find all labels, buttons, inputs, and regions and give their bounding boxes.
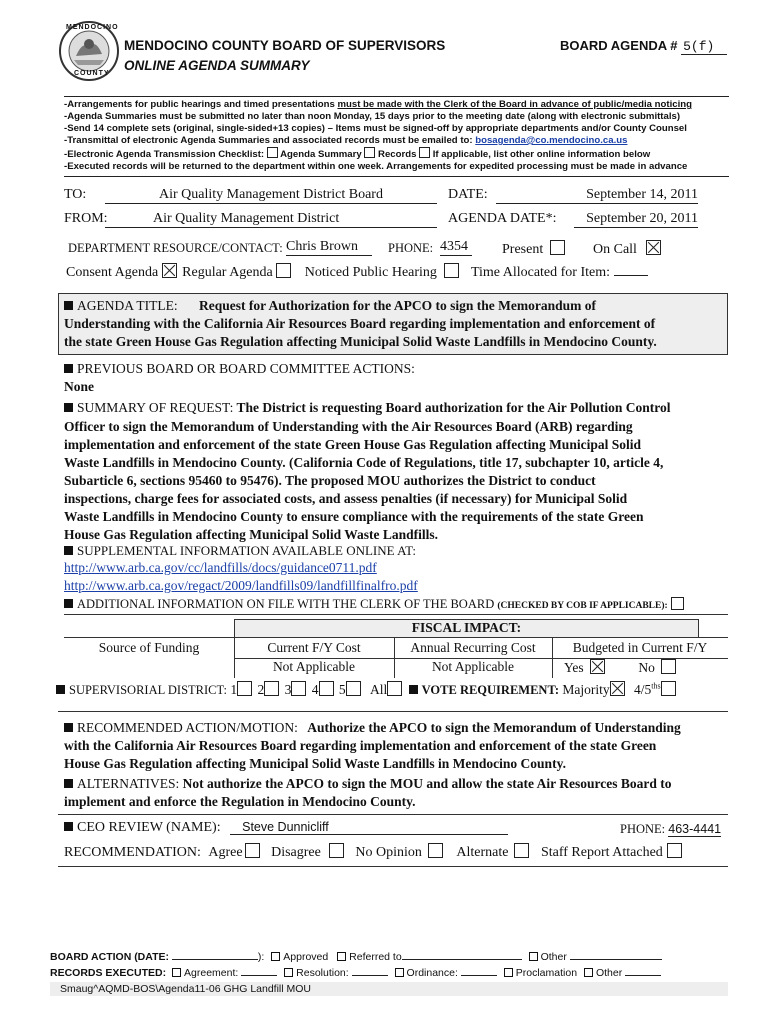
fiscal-header-annual: Annual Recurring Cost: [410, 640, 536, 655]
fourfifths-label: 4/5: [634, 682, 652, 697]
summary-text-5: Subarticle 6, sections 95460 to 95476). The proposed MOU authorizes the District to conduct: [64, 473, 596, 488]
supervisorial-row: [56, 681, 676, 698]
rec-staffreport-label: Staff Report Attached: [540, 845, 663, 860]
recommended-text-1: Authorize the APCO to sign the Memorandum of Understanding: [307, 720, 681, 735]
seal-text-bottom: COUNTY: [74, 70, 110, 77]
instruction-line-6: -Executed records will be returned to the department within one week. Arrangements for expedited processing must be made in advance: [64, 161, 688, 172]
summary-body: [64, 418, 663, 544]
board-action-tail: ):: [257, 951, 265, 963]
district-5-label: 5: [338, 682, 346, 697]
org-title: MENDOCINO COUNTY BOARD OF SUPERVISORS: [124, 38, 446, 53]
budgeted-yes-label: Yes: [564, 660, 584, 675]
district-5-checkbox[interactable]: [346, 681, 361, 696]
ceo-name[interactable]: Steve Dunnicliff: [230, 820, 508, 835]
district-all-label: All: [370, 682, 388, 697]
supplemental-heading: [64, 543, 416, 559]
approved-label: Approved: [283, 951, 329, 963]
resolution-field[interactable]: [352, 975, 388, 976]
agenda-title-line2: Understanding with the California Air Resources Board regarding implementation and enforcement of: [64, 316, 656, 331]
district-4-checkbox[interactable]: [319, 681, 334, 696]
additional-note: (CHECKED BY COB IF APPLICABLE):: [497, 601, 668, 611]
rec-noopinion-checkbox[interactable]: [428, 843, 443, 858]
agenda-title-line3: the state Green House Gas Regulation affecting Municipal Solid Waste Landfills in Mendocino County.: [64, 334, 657, 349]
oncall-option: [593, 240, 661, 258]
recommended-bullet-icon: [64, 723, 73, 732]
ceo-phone-value[interactable]: 463-4441: [668, 822, 722, 836]
date-value[interactable]: September 14, 2011: [496, 187, 698, 204]
additional-checkbox[interactable]: [671, 597, 684, 610]
fiscal-header-current: Current F/Y Cost: [267, 640, 361, 655]
district-2-label: 2: [257, 682, 265, 697]
fiscal-current-value: Not Applicable: [272, 659, 356, 674]
agreement-label: Agreement:: [184, 967, 239, 979]
rec-disagree-checkbox[interactable]: [329, 843, 344, 858]
agenda-number-value: 5(f): [681, 39, 727, 55]
summary-text-1: The District is requesting Board authorization for the Air Pollution Control: [236, 400, 671, 415]
other2-label: Other: [595, 967, 623, 979]
recommended-text-3: House Gas Regulation affecting Municipal Solid Waste Landfills in Mendocino County.: [64, 756, 566, 771]
ceo-bullet-icon: [64, 822, 73, 831]
fiscal-header-source: Source of Funding: [98, 640, 200, 655]
board-action-date-field[interactable]: [172, 959, 258, 960]
instruction-line-3: -Send 14 complete sets (original, single-sided+13 copies) – Items must be signed-off by appropriate departments and/or County Counsel: [64, 123, 687, 134]
contact-label: DEPARTMENT RESOURCE/CONTACT:: [68, 241, 283, 255]
ceo-divider: [58, 866, 728, 867]
instruction-line-2: -Agenda Summaries must be submitted no later than noon Monday, 15 days prior to the meeting date (along with electronic submittals): [64, 111, 681, 122]
ceo-phone-label: PHONE:: [620, 822, 666, 836]
recommended-label: RECOMMENDED ACTION/MOTION:: [77, 720, 298, 735]
district-all-checkbox[interactable]: [387, 681, 402, 696]
district-1-label: 1: [230, 682, 238, 697]
instruction-line-4: -Transmittal of electronic Agenda Summaries and associated records must be emailed to: bosagenda@co.mendocino.ca.us: [64, 135, 628, 146]
summary-text-2: Officer to sign the Memorandum of Understanding with the Air Resources Board (ARB) regarding: [64, 419, 633, 434]
fiscal-budgeted-options: [564, 659, 676, 676]
summary-line-1: [64, 400, 671, 416]
present-option: [502, 240, 565, 258]
supplemental-bullet-icon: [64, 546, 73, 555]
instruction-line-1: -Arrangements for public hearings and timed presentations must be made with the Clerk of the Board in advance of public/media noticing: [64, 99, 692, 110]
email-link[interactable]: bosagenda@co.mendocino.ca.us: [475, 135, 628, 146]
agreement-checkbox[interactable]: [172, 968, 181, 977]
recommended-divider: [58, 711, 728, 712]
agenda-number-text: BOARD AGENDA #: [560, 38, 678, 53]
instruction-underlined: must be made with the Clerk of the Board in advance of public/media noticing: [337, 99, 692, 110]
agenda-date-label: AGENDA DATE*:: [448, 211, 557, 226]
fiscal-header-budgeted: Budgeted in Current F/Y: [572, 640, 708, 655]
previous-actions-value: None: [64, 379, 94, 394]
board-action-row: [50, 951, 662, 963]
to-value[interactable]: Air Quality Management District Board: [105, 187, 437, 204]
other-field[interactable]: [570, 959, 662, 960]
budgeted-yes-checkbox[interactable]: [590, 659, 605, 674]
consent-checkbox[interactable]: [162, 263, 177, 278]
file-path: Smaug^AQMD-BOS\Agenda11-06 GHG Landfill MOU: [60, 983, 312, 995]
summary-text-4: Waste Landfills in Mendocino County. (California Code of Regulations, title 17, subchapter 10, article 4,: [64, 455, 664, 470]
vote-bullet-icon: [409, 685, 418, 694]
records-label: RECORDS EXECUTED:: [50, 967, 167, 979]
summary-bullet-icon: [64, 403, 73, 412]
referred-field[interactable]: [402, 959, 522, 960]
additional-label: ADDITIONAL INFORMATION ON FILE WITH THE CLERK OF THE BOARD: [77, 597, 495, 611]
district-4-label: 4: [311, 682, 319, 697]
alternatives-bullet-icon: [64, 779, 73, 788]
resolution-checkbox[interactable]: [284, 968, 293, 977]
phone-label: PHONE:: [388, 241, 434, 255]
oncall-label: On Call: [593, 242, 637, 257]
from-label: FROM:: [64, 211, 108, 226]
rec-alternate-label: Alternate: [456, 845, 509, 860]
alternatives-label: ALTERNATIVES:: [77, 776, 180, 791]
agenda-date-value[interactable]: September 20, 2011: [574, 211, 698, 228]
agenda-type-row: [66, 263, 648, 281]
supplemental-link-2[interactable]: http://www.arb.ca.gov/regact/2009/landfills09/landfillfinalfro.pdf: [64, 578, 418, 593]
summary-text-8: House Gas Regulation affecting Municipal Solid Waste Landfills.: [64, 527, 439, 542]
fourfifths-sup: ths: [651, 681, 661, 691]
rec-alternate-checkbox[interactable]: [514, 843, 529, 858]
referred-checkbox[interactable]: [337, 952, 346, 961]
additional-info-row: [64, 597, 684, 612]
proclamation-checkbox[interactable]: [504, 968, 513, 977]
other-label: Other: [540, 951, 567, 963]
county-seal: [58, 20, 120, 82]
instructions-divider: [64, 176, 729, 177]
time-field[interactable]: [614, 275, 648, 276]
present-checkbox[interactable]: [550, 240, 565, 255]
majority-checkbox[interactable]: [610, 681, 625, 696]
noticed-label: Noticed Public Hearing: [304, 265, 437, 280]
district-3-label: 3: [284, 682, 292, 697]
approved-checkbox[interactable]: [271, 952, 280, 961]
budgeted-no-checkbox[interactable]: [661, 659, 676, 674]
alternatives-divider: [58, 814, 728, 815]
page-subtitle: ONLINE AGENDA SUMMARY: [124, 58, 310, 73]
vote-label: VOTE REQUIREMENT:: [421, 683, 560, 697]
district-2-checkbox[interactable]: [264, 681, 279, 696]
supervisorial-bullet-icon: [56, 685, 65, 694]
oncall-checkbox[interactable]: [646, 240, 661, 255]
budgeted-no-label: No: [638, 660, 655, 675]
summary-text-7: Waste Landfills in Mendocino County to ensure compliance with the requirements of the state Green: [64, 509, 644, 524]
recommended-line-1: [64, 720, 681, 736]
agenda-title-text-1: Request for Authorization for the APCO to sign the Memorandum of: [199, 298, 596, 313]
proclamation-label: Proclamation: [515, 967, 578, 979]
agreement-field[interactable]: [241, 975, 277, 976]
additional-bullet-icon: [64, 599, 73, 608]
regular-label: Regular Agenda: [182, 265, 273, 280]
to-label: TO:: [64, 187, 87, 202]
recommended-text-2: with the California Air Resources Board regarding implementation and enforcement of the state Green: [64, 738, 657, 753]
summary-label: SUMMARY OF REQUEST:: [77, 400, 234, 415]
rec-agree-label: Agree: [208, 845, 243, 860]
noticed-checkbox[interactable]: [444, 263, 459, 278]
supplemental-link-1[interactable]: http://www.arb.ca.gov/cc/landfills/docs/guidance0711.pdf: [64, 560, 377, 575]
ordinance-label: Ordinance:: [406, 967, 458, 979]
checklist-records-checkbox[interactable]: [364, 147, 375, 158]
agenda-title-line1: [64, 298, 596, 314]
additional-divider: [64, 614, 728, 615]
supervisorial-label: SUPERVISORIAL DISTRICT:: [69, 683, 227, 697]
fourfifths-checkbox[interactable]: [661, 681, 676, 696]
agenda-title-bullet-icon: [64, 301, 73, 310]
other-checkbox[interactable]: [529, 952, 538, 961]
ceo-row: [64, 820, 508, 836]
referred-label: Referred to: [349, 951, 402, 963]
time-label: Time Allocated for Item:: [470, 265, 611, 280]
alternatives-text-2: implement and enforce the Regulation in Mendocino County.: [64, 794, 416, 809]
from-value[interactable]: Air Quality Management District: [105, 211, 437, 228]
file-path-bar: [50, 982, 728, 996]
instruction-line-5: -Electronic Agenda Transmission Checklist: Agenda Summary Records If applicable, list other online information below: [64, 149, 651, 160]
summary-text-3: implementation and enforcement of the state Green House Gas Regulation affecting Municipal Solid: [64, 437, 641, 452]
previous-actions-heading: [64, 361, 415, 377]
phone-value[interactable]: 4354: [440, 239, 472, 256]
ceo-label: CEO REVIEW (NAME):: [77, 820, 221, 835]
rec-disagree-label: Disagree: [271, 845, 321, 860]
present-label: Present: [502, 242, 544, 257]
agenda-title-label: AGENDA TITLE:: [77, 298, 178, 313]
seal-text-top: MENDOCINO: [66, 24, 119, 31]
ordinance-checkbox[interactable]: [395, 968, 404, 977]
checklist-other-checkbox[interactable]: [419, 147, 430, 158]
consent-label: Consent Agenda: [66, 265, 159, 280]
recommendation-row: [64, 843, 682, 861]
alternatives-text-1: Not authorize the APCO to sign the MOU and allow the state Air Resources Board to: [182, 776, 672, 791]
supplemental-label: SUPPLEMENTAL INFORMATION AVAILABLE ONLINE AT:: [77, 543, 416, 558]
regular-checkbox[interactable]: [276, 263, 291, 278]
rec-agree-checkbox[interactable]: [245, 843, 260, 858]
agenda-number-label: [560, 38, 727, 55]
board-action-label: BOARD ACTION (DATE:: [50, 951, 169, 963]
summary-text-6: inspections, charge fees for associated costs, and assess penalties (if necessary) for Municipal Solid: [64, 491, 628, 506]
resolution-label: Resolution:: [296, 967, 349, 979]
other2-checkbox[interactable]: [584, 968, 593, 977]
majority-label: Majority: [562, 682, 610, 697]
rec-staffreport-checkbox[interactable]: [667, 843, 682, 858]
instructions-block: [64, 96, 729, 173]
ordinance-field[interactable]: [461, 975, 497, 976]
records-executed-row: [50, 967, 661, 979]
other2-field[interactable]: [625, 975, 661, 976]
fiscal-annual-value: Not Applicable: [431, 659, 515, 674]
date-label: DATE:: [448, 187, 488, 202]
fiscal-title: FISCAL IMPACT:: [411, 620, 522, 635]
fiscal-table: [64, 637, 728, 677]
contact-value[interactable]: Chris Brown: [286, 239, 372, 256]
district-1-checkbox[interactable]: [237, 681, 252, 696]
ceo-phone: [620, 822, 721, 837]
alternatives-line-1: [64, 776, 671, 792]
rec-noopinion-label: No Opinion: [355, 845, 422, 860]
district-3-checkbox[interactable]: [291, 681, 306, 696]
previous-bullet-icon: [64, 364, 73, 373]
recommendation-label: RECOMMENDATION:: [64, 845, 201, 860]
previous-actions-label: PREVIOUS BOARD OR BOARD COMMITTEE ACTIONS:: [77, 361, 415, 376]
checklist-agenda-checkbox[interactable]: [267, 147, 278, 158]
